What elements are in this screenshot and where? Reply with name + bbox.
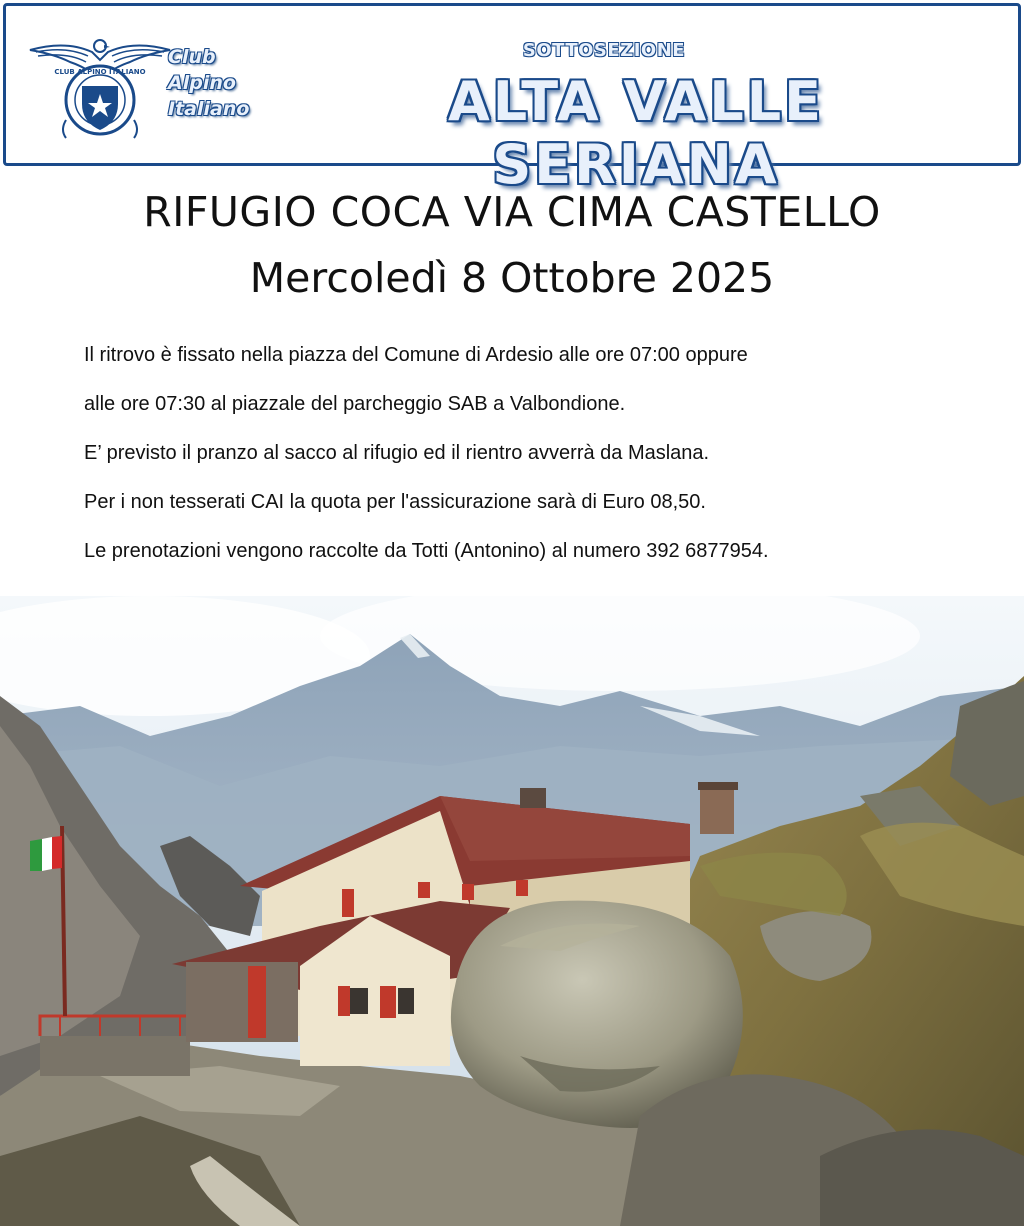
event-date: Mercoledì 8 Ottobre 2025	[249, 254, 775, 302]
subsection-label: SOTTOSEZIONE	[522, 40, 686, 61]
details-line-1: Il ritrovo è fissato nella piazza del Comune di Ardesio alle ore 07:00 oppure	[84, 344, 748, 366]
details-line-4: Per i non tesserati CAI la quota per l'assicurazione sarà di Euro 08,50.	[84, 491, 706, 513]
club-name-block	[168, 44, 249, 122]
event-title: RIFUGIO COCA VIA CIMA CASTELLO	[143, 188, 881, 236]
club-line-2: Alpino	[168, 72, 236, 94]
club-line-3: Italiano	[168, 98, 250, 120]
cai-eagle-logo-icon	[26, 32, 174, 144]
event-details	[84, 337, 984, 582]
mountain-hut-icon	[0, 596, 1024, 1226]
section-name: ALTA VALLE SERIANA	[447, 70, 825, 196]
details-line-2: alle ore 07:30 al piazzale del parcheggio SAB a Valbondione.	[84, 393, 626, 415]
details-line-5: Le prenotazioni vengono raccolte da Totti (Antonino) al numero 392 6877954.	[84, 540, 769, 562]
club-line-1: Club	[168, 46, 216, 68]
logo-ribbon-text: CLUB ALPINO ITALIANO	[54, 68, 146, 76]
rifugio-photo	[0, 596, 1024, 1226]
details-line-3: E’ previsto il pranzo al sacco al rifugio ed il rientro avverrà da Maslana.	[84, 442, 710, 464]
header-banner	[3, 3, 1021, 196]
